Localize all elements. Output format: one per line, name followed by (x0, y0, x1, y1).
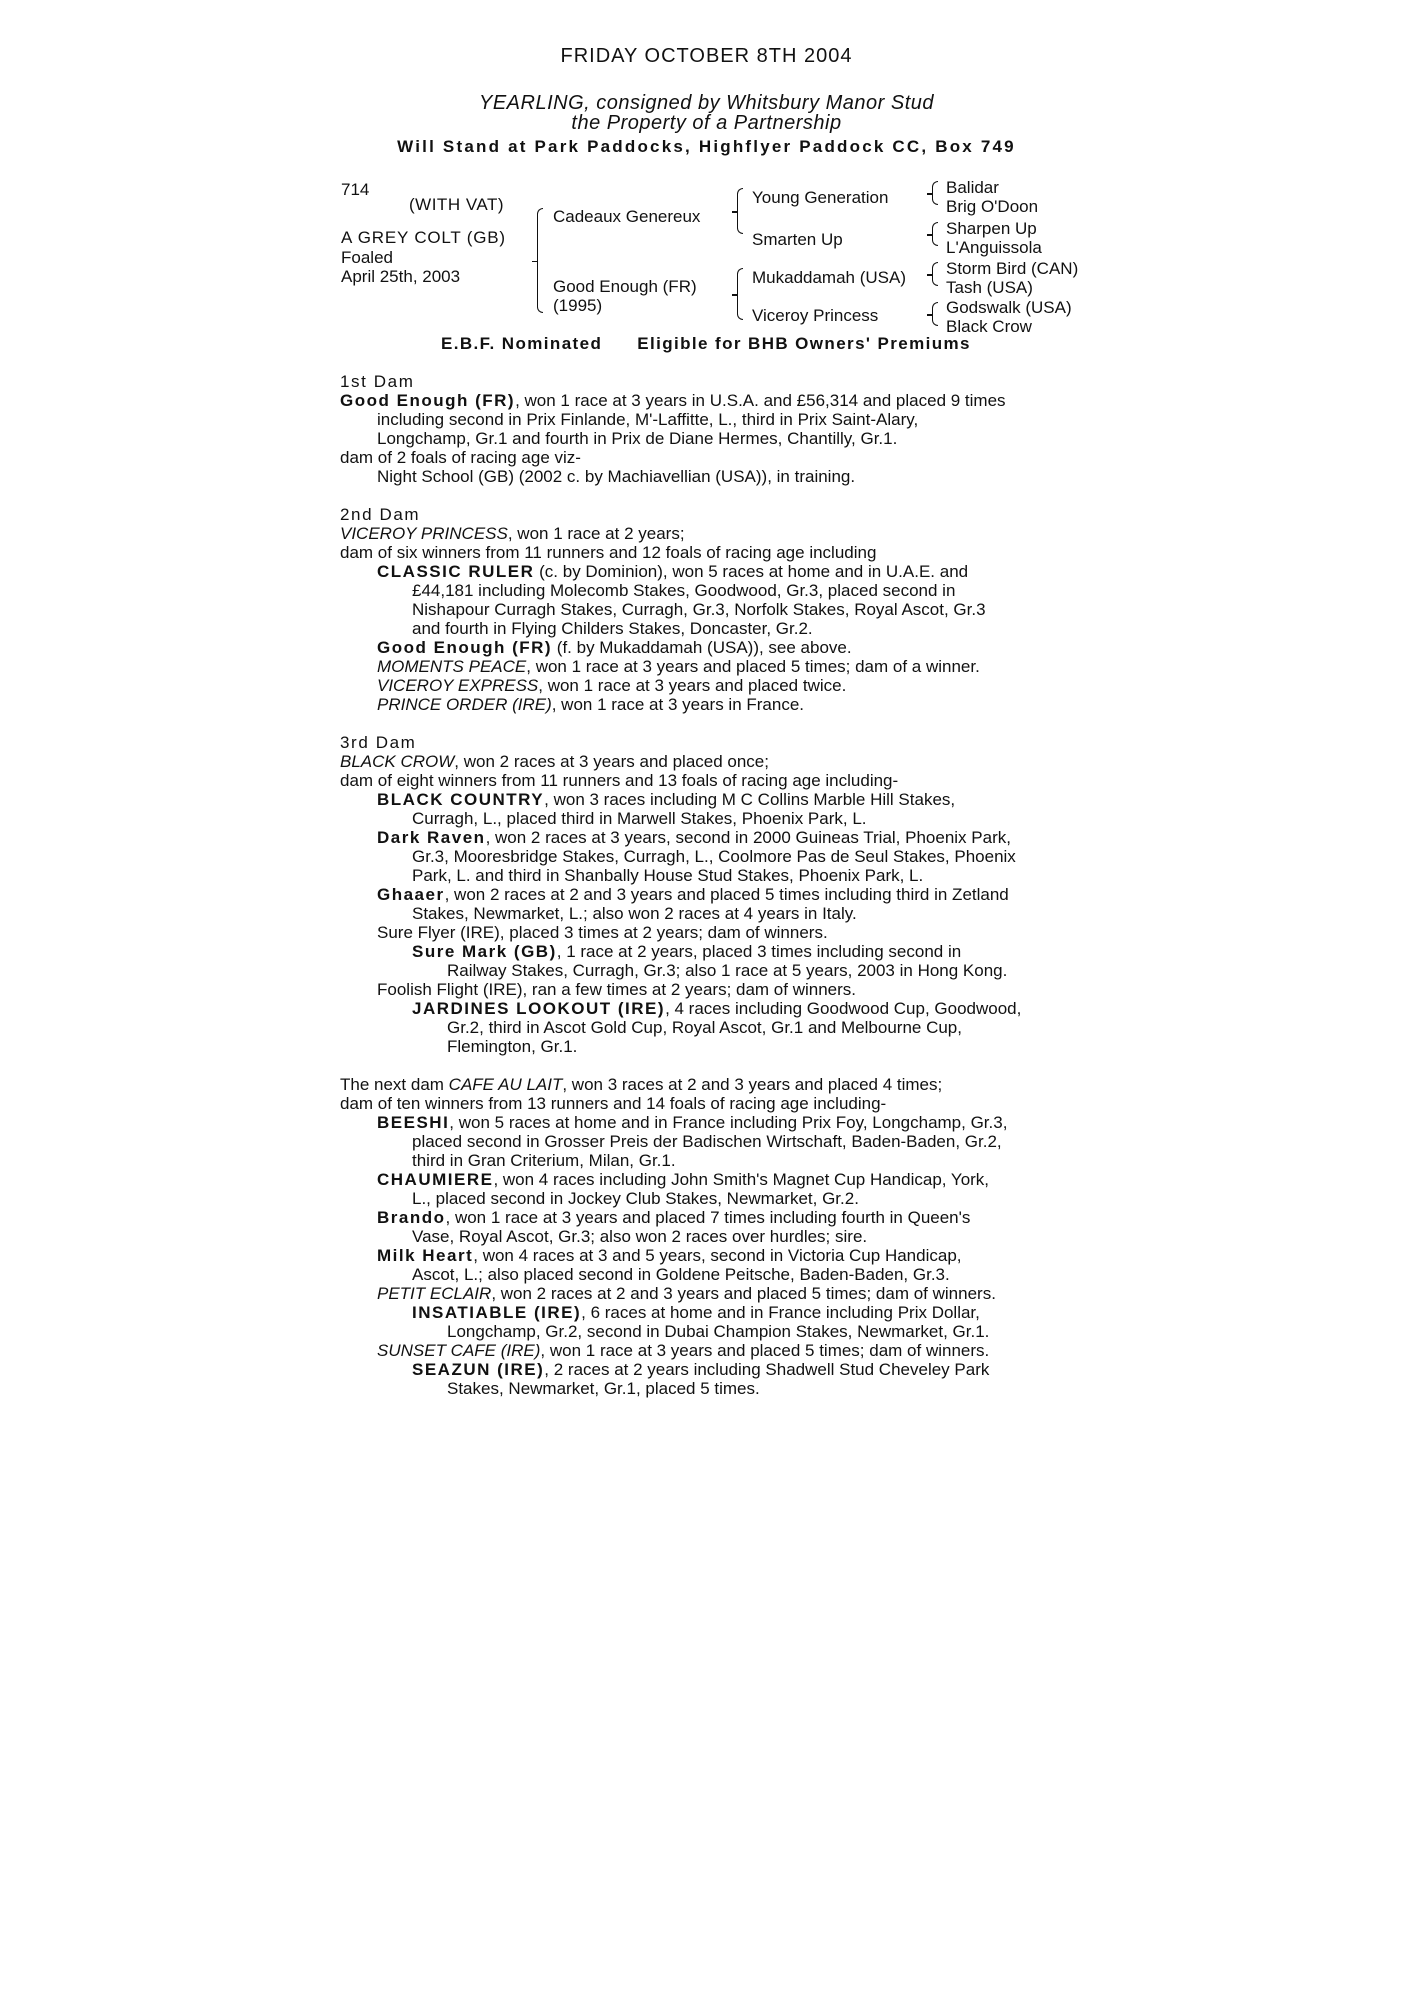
lot-number: 714 (341, 180, 370, 199)
next-dam-prefix: The next dam (340, 1075, 449, 1094)
pedigree-brace-sire (737, 188, 743, 234)
pedigree-g8: Black Crow (946, 317, 1032, 336)
race-record: placed second in Grosser Preis der Badischen Wirtschaft, Baden-Baden, Gr.2, (412, 1132, 1002, 1151)
section-heading: 3rd Dam (340, 733, 417, 752)
pedigree-g7: Godswalk (USA) (946, 298, 1072, 317)
horse-name: Good Enough (FR) (340, 391, 516, 410)
race-record: , won 1 race at 3 years in France. (551, 695, 805, 714)
race-record: Railway Stakes, Curragh, Gr.3; also 1 race at 5 years, 2003 in Hong Kong. (447, 961, 1008, 980)
pedigree-sire-dam: Smarten Up (752, 230, 843, 249)
horse-name: MOMENTS PEACE (377, 657, 527, 676)
foals-summary: dam of 2 foals of racing age viz- (340, 448, 581, 467)
race-record: (f. by Mukaddamah (USA)), see above. (552, 638, 852, 657)
race-record: , 1 race at 2 years, placed 3 times including second in (556, 942, 962, 961)
pedigree-dam-year: (1995) (553, 296, 603, 315)
pedigree-sire-sire: Young Generation (752, 188, 889, 207)
horse-name: VICEROY EXPRESS (377, 676, 539, 695)
third-dam-section (340, 733, 1080, 1056)
horse-name: Ghaaer (377, 885, 445, 904)
section-heading: 2nd Dam (340, 505, 421, 524)
race-record: , won 2 races at 3 years and placed once; (454, 752, 769, 771)
horse-name: Brando (377, 1208, 446, 1227)
race-record: , won 5 races at home and in France including Prix Foy, Longchamp, Gr.3, (449, 1113, 1008, 1132)
pedigree-g3: Sharpen Up (946, 219, 1037, 238)
pedigree-dam-sire: Mukaddamah (USA) (752, 268, 907, 287)
race-record: , won 4 races including John Smith's Magnet Cup Handicap, York, (493, 1170, 990, 1189)
pedigree-g2: Brig O'Doon (946, 197, 1039, 216)
race-record: Ascot, L.; also placed second in Goldene Peitsche, Baden-Baden, Gr.3. (412, 1265, 950, 1284)
race-record: (c. by Dominion), won 5 races at home and in U.A.E. and (534, 562, 969, 581)
foals-summary: dam of ten winners from 13 runners and 14 foals of racing age including- (340, 1094, 887, 1113)
race-record: Park, L. and third in Shanbally House Stud Stakes, Phoenix Park, L. (412, 866, 924, 885)
race-record: , 2 races at 2 years including Shadwell Stud Cheveley Park (544, 1360, 990, 1379)
horse-name: PETIT ECLAIR (377, 1284, 492, 1303)
foaled-label: Foaled (341, 248, 393, 267)
race-record: Stakes, Newmarket, L.; also won 2 races at 4 years in Italy. (412, 904, 857, 923)
foals-summary: dam of eight winners from 11 runners and 13 foals of racing age including- (340, 771, 899, 790)
second-dam-section (340, 505, 1080, 714)
race-record: Curragh, L., placed third in Marwell Stakes, Phoenix Park, L. (412, 809, 867, 828)
race-record: £44,181 including Molecomb Stakes, Goodwood, Gr.3, placed second in (412, 581, 956, 600)
horse-name: Dark Raven (377, 828, 486, 847)
race-record: L., placed second in Jockey Club Stakes, Newmarket, Gr.2. (412, 1189, 859, 1208)
race-record: Gr.2, third in Ascot Gold Cup, Royal Ascot, Gr.1 and Melbourne Cup, (447, 1018, 962, 1037)
pedigree-g5: Storm Bird (CAN) (946, 259, 1079, 278)
pedigree-dam-dam: Viceroy Princess (752, 306, 879, 325)
pedigree-brace-g2 (932, 222, 938, 246)
race-record: , won 1 race at 3 years and placed 7 times including fourth in Queen's (445, 1208, 971, 1227)
pedigree-dam: Good Enough (FR) (553, 277, 697, 296)
race-record: , 6 races at home and in France including Prix Dollar, (581, 1303, 980, 1322)
catalogue-body (340, 372, 1080, 1417)
stand-location: Will Stand at Park Paddocks, Highflyer Paddock CC, Box 749 (397, 137, 1016, 156)
horse-name: BEESHI (377, 1113, 450, 1132)
horse-name: BLACK CROW (340, 752, 455, 771)
section-heading: 1st Dam (340, 372, 415, 391)
horse-name: SUNSET CAFE (IRE) (377, 1341, 541, 1360)
horse-name: Sure Mark (GB) (412, 942, 557, 961)
race-record: , won 1 race at 3 years and placed 5 times; dam of winners. (540, 1341, 990, 1360)
progeny-entry: Night School (GB) (2002 c. by Machiavellian (USA)), in training. (377, 467, 856, 486)
race-record: including second in Prix Finlande, M'-Laffitte, L., third in Prix Saint-Alary, (377, 410, 919, 429)
race-record: Vase, Royal Ascot, Gr.3; also won 2 races over hurdles; sire. (412, 1227, 868, 1246)
race-record: , won 1 race at 3 years in U.S.A. and £56,314 and placed 9 times (515, 391, 1006, 410)
ebf-nominated: E.B.F. Nominated (441, 334, 603, 353)
race-record: , won 4 races at 3 and 5 years, second in Victoria Cup Handicap, (473, 1246, 962, 1265)
horse-name: CHAUMIERE (377, 1170, 494, 1189)
pedigree-table (0, 0, 1413, 360)
horse-name: BLACK COUNTRY (377, 790, 545, 809)
pedigree-brace-g1 (932, 181, 938, 205)
race-record: , won 2 races at 3 years, second in 2000 Guineas Trial, Phoenix Park, (485, 828, 1011, 847)
horse-name: PRINCE ORDER (IRE) (377, 695, 552, 714)
race-record: Stakes, Newmarket, Gr.1, placed 5 times. (447, 1379, 760, 1398)
foals-summary: dam of six winners from 11 runners and 12 foals of racing age including (340, 543, 877, 562)
pedigree-g6: Tash (USA) (946, 278, 1033, 297)
pedigree-brace-g4 (932, 302, 938, 326)
race-record: Longchamp, Gr.2, second in Dubai Champion Stakes, Newmarket, Gr.1. (447, 1322, 990, 1341)
foaled-date: April 25th, 2003 (341, 267, 461, 286)
pedigree-g1: Balidar (946, 178, 999, 197)
pedigree-brace-main (537, 208, 543, 313)
pedigree-brace-dam (737, 268, 743, 320)
pedigree-brace-g3 (932, 262, 938, 286)
horse-name: Good Enough (FR) (377, 638, 553, 657)
race-record: , won 3 races including M C Collins Marble Hill Stakes, (544, 790, 956, 809)
bhb-premiums: Eligible for BHB Owners' Premiums (637, 334, 971, 353)
horse-name: CAFE AU LAIT (448, 1075, 563, 1094)
horse-name: SEAZUN (IRE) (412, 1360, 545, 1379)
progeny-entry: Foolish Flight (IRE), ran a few times at 2 years; dam of winners. (377, 980, 857, 999)
race-record: Flemington, Gr.1. (447, 1037, 578, 1056)
pedigree-g4: L'Anguissola (946, 238, 1042, 257)
race-record: Nishapour Curragh Stakes, Curragh, Gr.3, Norfolk Stakes, Royal Ascot, Gr.3 (412, 600, 986, 619)
race-record: Longchamp, Gr.1 and fourth in Prix de Diane Hermes, Chantilly, Gr.1. (377, 429, 898, 448)
race-record: third in Gran Criterium, Milan, Gr.1. (412, 1151, 676, 1170)
eligibility-line (441, 334, 1006, 354)
horse-name: VICEROY PRINCESS (340, 524, 508, 543)
lot-vat-label: (WITH VAT) (409, 195, 505, 214)
horse-name: CLASSIC RULER (377, 562, 535, 581)
race-record: , won 1 race at 3 years and placed 5 times; dam of a winner. (526, 657, 980, 676)
horse-name: Milk Heart (377, 1246, 474, 1265)
first-dam-section (340, 372, 1080, 486)
property-line: the Property of a Partnership (571, 112, 842, 134)
race-record: , 4 races including Goodwood Cup, Goodwood, (665, 999, 1022, 1018)
race-record: and fourth in Flying Childers Stakes, Doncaster, Gr.2. (412, 619, 813, 638)
progeny-entry: Sure Flyer (IRE), placed 3 times at 2 years; dam of winners. (377, 923, 828, 942)
race-record: , won 2 races at 2 and 3 years and placed 5 times; dam of winners. (491, 1284, 996, 1303)
horse-name: JARDINES LOOKOUT (IRE) (412, 999, 666, 1018)
pedigree-sire: Cadeaux Genereux (553, 207, 701, 226)
consignor-line: YEARLING, consigned by Whitsbury Manor Stud (478, 92, 935, 114)
race-record: , won 1 race at 3 years and placed twice. (538, 676, 847, 695)
race-record: , won 1 race at 2 years; (507, 524, 685, 543)
race-record: Gr.3, Mooresbridge Stakes, Curragh, L., Coolmore Pas de Seul Stakes, Phoenix (412, 847, 1016, 866)
horse-name: INSATIABLE (IRE) (412, 1303, 582, 1322)
sale-date: FRIDAY OCTOBER 8TH 2004 (560, 45, 853, 67)
race-record: , won 2 races at 2 and 3 years and placed 5 times including third in Zetland (444, 885, 1009, 904)
race-record: , won 3 races at 2 and 3 years and placed 4 times; (562, 1075, 943, 1094)
lot-description: A GREY COLT (GB) (341, 228, 506, 247)
next-dam-section (340, 1075, 1080, 1398)
